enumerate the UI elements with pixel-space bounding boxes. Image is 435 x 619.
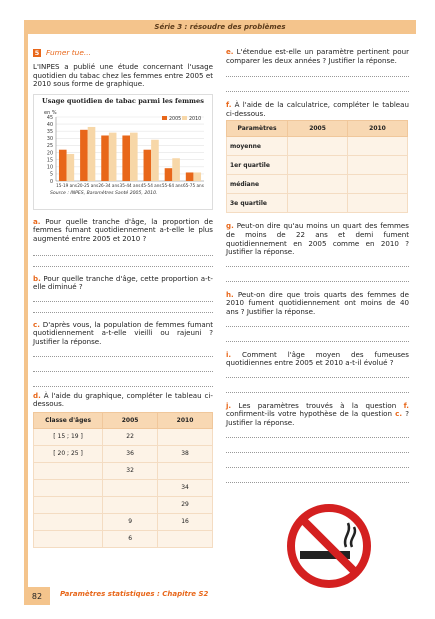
header-cell: 2010 [348, 121, 408, 137]
bar-2005 [165, 168, 173, 181]
table-row [227, 156, 408, 175]
table-row [34, 462, 213, 479]
table-row [227, 137, 408, 156]
bar-2010 [193, 172, 201, 181]
table-cell[interactable] [348, 194, 408, 213]
answer-line[interactable] [226, 453, 409, 468]
x-tick-label: 26-34 ans [98, 182, 120, 188]
table-row [227, 175, 408, 194]
x-tick-label: 35-44 ans [119, 182, 141, 188]
footer-chapter: Paramètres statistiques : Chapitre S2 [60, 590, 209, 598]
table-cell[interactable]: 29 [158, 496, 213, 513]
table-cell[interactable]: [ 20 ; 25 ] [34, 445, 103, 462]
question-h: h. Peut-on dire que trois quarts des femmes de 2010 fument quotidiennement ont moins de 40 ans ? Justifier la réponse. [226, 289, 409, 316]
table-row [34, 428, 213, 445]
x-tick-label: 15-19 ans [56, 182, 78, 188]
bar-2010 [88, 127, 96, 181]
table-age-classes [33, 412, 213, 548]
header-cell: Classe d'âges [34, 412, 103, 428]
intro-text: L'INPES a publié une étude concernant l'usage quotidien du tabac chez les femmes entre 2005 et 2010 sous forme de graphique. [33, 62, 213, 89]
bar-2005 [80, 130, 88, 181]
table-cell[interactable] [158, 462, 213, 479]
answer-line[interactable] [226, 67, 409, 77]
y-tick-label: 20 [46, 151, 53, 157]
table-row [34, 445, 213, 462]
y-tick-label: 45 [46, 115, 53, 121]
legend-swatch [182, 116, 187, 120]
y-tick-label: 15 [46, 158, 53, 164]
legend-swatch [162, 116, 167, 120]
table-cell[interactable] [348, 175, 408, 194]
header-cell: Paramètres [227, 121, 288, 137]
table-cell[interactable] [34, 496, 103, 513]
table-cell[interactable] [348, 137, 408, 156]
table-parameters [226, 120, 408, 213]
table-cell[interactable]: 32 [103, 462, 158, 479]
table-row [34, 513, 213, 530]
bar-2005 [101, 135, 109, 181]
bar-2005 [144, 149, 152, 180]
section-title: Fumer tue... [46, 48, 91, 57]
bar-2010 [67, 154, 75, 181]
row-label: médiane [227, 175, 288, 194]
answer-line[interactable] [226, 317, 409, 327]
bar-2005 [186, 172, 194, 181]
section-number: 5 [34, 48, 40, 57]
table-cell[interactable] [288, 194, 348, 213]
table-cell[interactable]: 16 [158, 513, 213, 530]
answer-line[interactable] [33, 292, 213, 302]
question-f: f. À l'aide de la calculatrice, compléter le tableau ci-dessous. [226, 100, 409, 118]
x-tick-label: 55-64 ans [161, 182, 183, 188]
question-a: a. Pour quelle tranche d'âge, la proportion de femmes fumant quotidiennement a-t-elle le plus augmenté entre 2005 et 2010 ? [33, 216, 213, 243]
y-tick-label: 30 [46, 136, 53, 142]
no-smoking-icon [284, 501, 374, 591]
header-cell: 2005 [288, 121, 348, 137]
answer-line[interactable] [226, 438, 409, 453]
row-label: 1er quartile [227, 156, 288, 175]
answer-line[interactable] [33, 372, 213, 387]
bar-chart [34, 105, 210, 205]
y-tick-label: 0 [49, 179, 53, 185]
question-i: i. Comment l'âge moyen des fumeuses quotidiennes entre 2005 et 2010 a-t-il évolué ? [226, 349, 409, 368]
question-e: e. L'étendue est-elle un paramètre pertinent pour comparer les deux années ? Justifier la réponse. [226, 47, 409, 65]
y-tick-label: 40 [46, 122, 53, 128]
answer-line[interactable] [226, 428, 409, 438]
left-column [33, 48, 213, 548]
answer-line[interactable] [33, 357, 213, 372]
table-cell[interactable] [288, 137, 348, 156]
page-sidebar-stripe [24, 34, 28, 589]
table-cell[interactable]: 38 [158, 445, 213, 462]
table-cell[interactable]: [ 15 ; 19 ] [34, 428, 103, 445]
table-row [34, 496, 213, 513]
table-row [34, 479, 213, 496]
answer-line[interactable] [226, 378, 409, 393]
section-heading [33, 48, 213, 57]
table-row [34, 530, 213, 547]
series-header: Série 3 : résoudre des problèmes [24, 20, 416, 34]
table-cell[interactable] [103, 479, 158, 496]
table-cell[interactable] [158, 428, 213, 445]
table-cell[interactable]: 36 [103, 445, 158, 462]
table-cell[interactable]: 34 [158, 479, 213, 496]
answer-line[interactable] [226, 77, 409, 92]
question-d: d. À l'aide du graphique, compléter le tableau ci-dessous. [33, 390, 213, 409]
chart-container [33, 94, 213, 210]
chart-title: Usage quotidien de tabac parmi les femmes [42, 96, 204, 105]
table-cell[interactable] [103, 496, 158, 513]
table-row [227, 194, 408, 213]
header-cell: 2010 [158, 412, 213, 428]
row-label: 3e quartile [227, 194, 288, 213]
answer-line[interactable] [226, 368, 409, 378]
y-tick-label: 35 [46, 129, 53, 135]
question-b: b. Pour quelle tranche d'âge, cette proportion a-t-elle diminué ? [33, 273, 213, 292]
table-cell[interactable]: 6 [103, 530, 158, 547]
x-tick-label: 45-54 ans [140, 182, 162, 188]
x-tick-label: 20-25 ans [77, 182, 99, 188]
answer-line[interactable] [33, 347, 213, 357]
answer-line[interactable] [226, 257, 409, 267]
table-cell[interactable]: 22 [103, 428, 158, 445]
answer-line[interactable] [33, 302, 213, 313]
y-axis-label: en % [44, 109, 57, 116]
y-tick-label: 5 [49, 172, 53, 178]
answer-line[interactable] [33, 256, 213, 267]
bar-2010 [130, 132, 138, 180]
table-cell[interactable] [288, 175, 348, 194]
question-c: c. D'après vous, la population de femmes fumant quotidiennement a-t-elle vieilli ou rajeuni ? Justifier la réponse. [33, 319, 213, 346]
x-tick-label: 65-75 ans [182, 182, 204, 188]
table-cell[interactable] [34, 530, 103, 547]
y-tick-label: 10 [46, 165, 53, 171]
answer-line[interactable] [226, 327, 409, 342]
question-g: g. Peut-on dire qu'au moins un quart des femmes de moins de 22 ans et demi fument quotidiennement en 2005 comme en 2010 ? Justifier la réponse. [226, 221, 409, 257]
bar-2010 [172, 158, 180, 181]
legend-label: 2005 [169, 116, 182, 122]
table-header-row [227, 121, 408, 137]
table-cell[interactable] [34, 479, 103, 496]
bar-2005 [59, 149, 67, 180]
bar-2010 [109, 132, 117, 180]
answer-line[interactable] [226, 267, 409, 282]
header-cell: 2005 [103, 412, 158, 428]
table-cell[interactable] [158, 530, 213, 547]
row-label: moyenne [227, 137, 288, 156]
table-cell[interactable] [34, 513, 103, 530]
table-cell[interactable] [34, 462, 103, 479]
right-column [226, 48, 409, 591]
table-cell[interactable] [348, 156, 408, 175]
bar-2010 [151, 140, 159, 181]
chart-source: Source : INPES, Baromètres Santé 2005, 2010. [50, 190, 158, 196]
answer-line[interactable] [226, 468, 409, 483]
question-j: j. Les paramètres trouvés à la question f. confirment-ils votre hypothèse de la question c. ? Justifier la réponse. [226, 400, 409, 427]
y-tick-label: 25 [46, 144, 53, 150]
table-cell[interactable]: 9 [103, 513, 158, 530]
bar-2005 [122, 135, 130, 181]
table-cell[interactable] [288, 156, 348, 175]
table-header-row [34, 412, 213, 428]
answer-line[interactable] [33, 246, 213, 256]
page-number: 82 [24, 587, 50, 605]
legend-label: 2010 [189, 116, 202, 122]
